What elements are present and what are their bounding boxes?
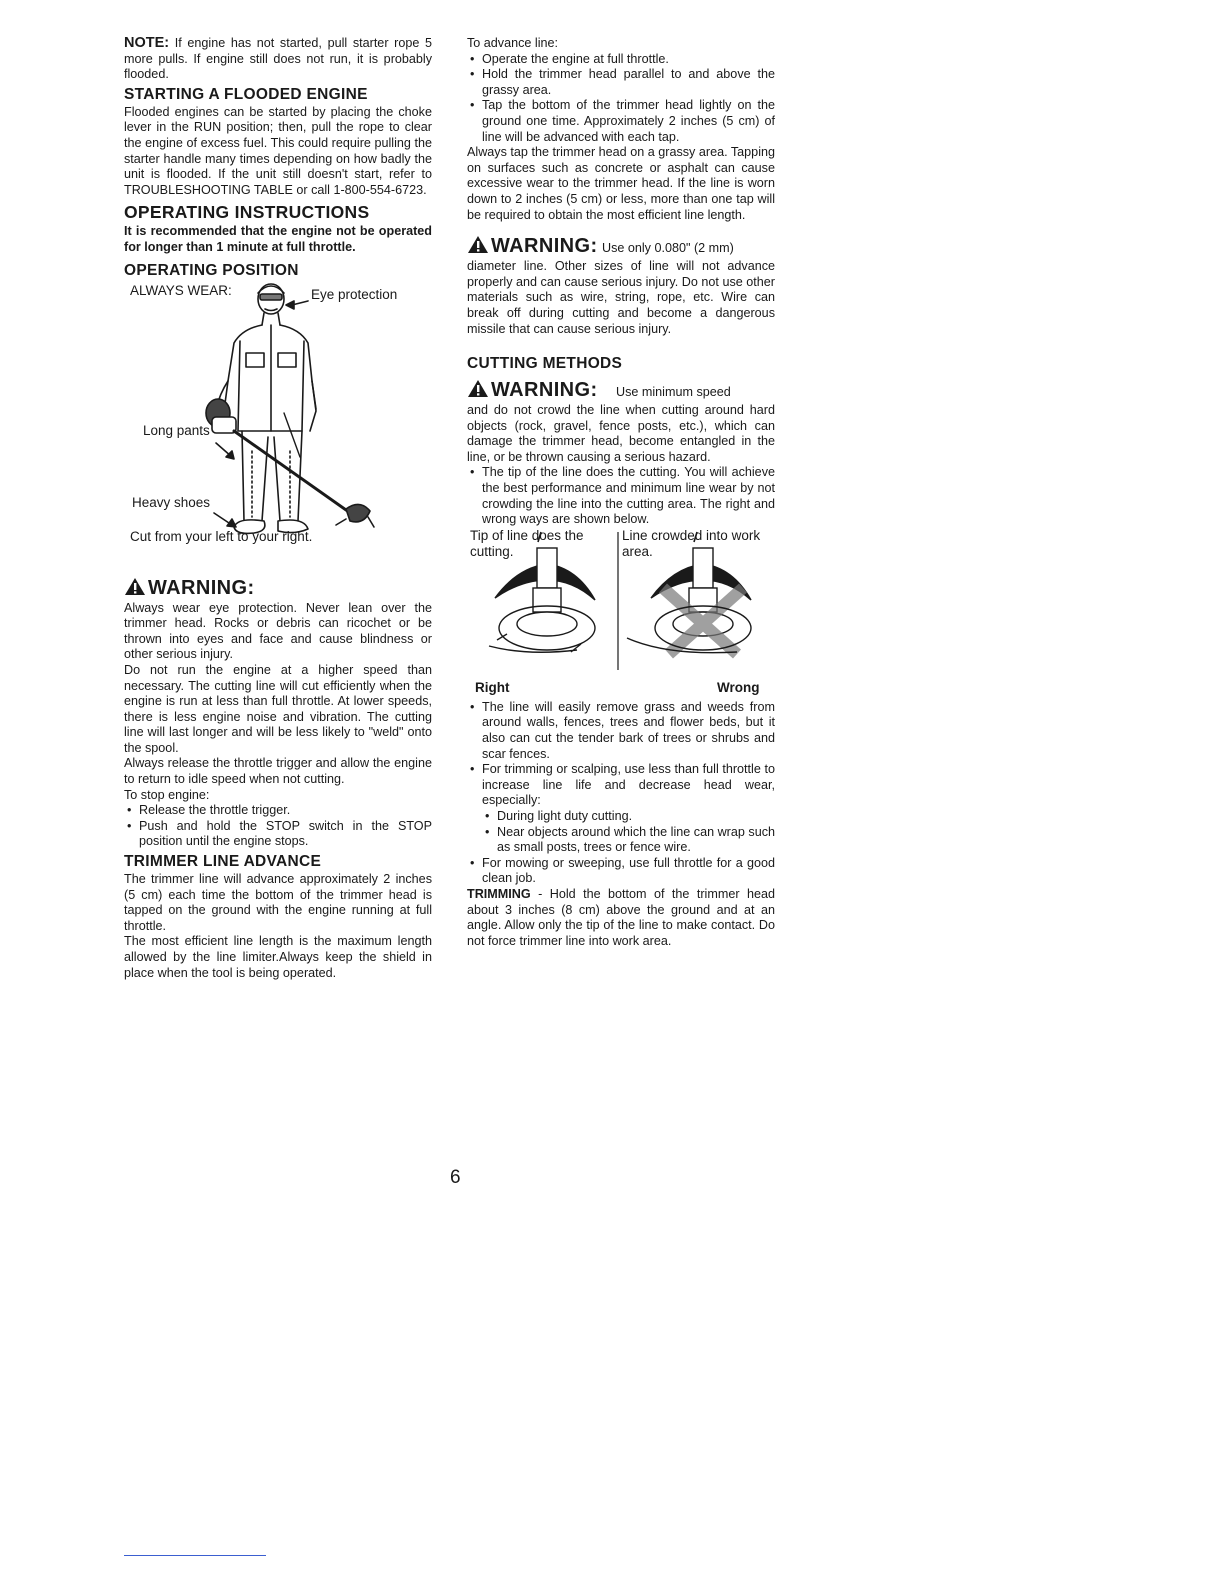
cutting-heading: CUTTING METHODS: [467, 355, 623, 373]
always-wear-label: ALWAYS WEAR:: [130, 282, 232, 298]
method-list: [467, 700, 775, 809]
warning-icon: [124, 577, 146, 601]
figure-caption: Cut from your left to your right.: [130, 528, 313, 544]
list-item: • Release the throttle trigger.: [124, 803, 432, 819]
footer-rule: [124, 1555, 266, 1556]
trimming-text: - Hold the bottom of the trimmer head about 3 inches (8 cm) above the ground and at an angle. Allow only the tip of the line to make contact. Do not force trimmer line into work area.: [467, 886, 775, 948]
note-paragraph: [124, 36, 432, 83]
warning-label: WARNING:: [491, 379, 598, 402]
warning-label: WARNING:: [491, 235, 598, 258]
warning-text: Always wear eye protection. Never lean over the trimmer head. Rocks or debris can ricochet or be thrown into eyes and face and cause blindness or other serious injury.: [124, 600, 432, 662]
trimming-label: TRIMMING: [467, 886, 531, 901]
right-column: [467, 36, 775, 949]
advance-text-1: The trimmer line will advance approximately 2 inches (5 cm) each time the bottom of the trimmer head is tapped on the ground with the engine running at full throttle.: [124, 872, 432, 933]
speed-text-2: Always release the throttle trigger and allow the engine to return to idle speed when not cutting.: [124, 756, 432, 787]
right-caption: Tip of line does the cutting.: [470, 527, 584, 559]
right-label: Right: [475, 679, 510, 695]
tap-text: Always tap the trimmer head on a grassy area. Tapping on surfaces such as concrete or asphalt can cause excessive wear to the trimmer head. If the line is worn down to 2 inches (5 cm) or less, more than one tap will be required to obtain the most efficient line length.: [467, 145, 775, 222]
operating-bold-text: It is recommended that the engine not be operated for longer than 1 minute at full throttle.: [124, 224, 432, 254]
warning-icon: [467, 235, 489, 259]
warning-label: WARNING:: [148, 576, 255, 599]
list-item: • The line will easily remove grass and weeds from around walls, fences, trees and flower beds, but it also can cut the tender bark of trees or shrubs and scar fences.: [467, 700, 775, 762]
speed-text-1: Do not run the engine at a higher speed than necessary. The cutting line will cut efficiently when the engine is run at less than full throttle. At lower speeds, there is less engine noise and vibration. The cutting line will last longer and will be less likely to "weld" onto the spool.: [124, 662, 432, 755]
warning-speed: [467, 379, 775, 403]
list-item: • Operate the engine at full throttle.: [467, 52, 775, 68]
list-item: • Push and hold the STOP switch in the STOP position until the engine stops.: [124, 819, 432, 850]
list-item: • Hold the trimmer head parallel to and above the grassy area.: [467, 67, 775, 98]
operating-position-figure: [124, 281, 432, 553]
note-label: NOTE:: [124, 35, 170, 51]
warning-line-size: [467, 235, 775, 259]
advance-steps: [467, 52, 775, 146]
long-pants-label: Long pants: [143, 422, 210, 438]
heavy-shoes-label: Heavy shoes: [132, 494, 211, 510]
list-item: • Tap the bottom of the trimmer head lightly on the ground one time. Approximately 2 inches (5 cm) of line will be advanced with each tap.: [467, 98, 775, 145]
list-item: • For trimming or scalping, use less than full throttle to increase line life and decrease head wear, especially:: [467, 762, 775, 809]
warning-text: diameter line. Other sizes of line will not advance properly and can cause serious injury. Do not use other materials such as wire, string, rope, etc. Wire can break off during cutting and become a dangerous missile that can cause serious injury.: [467, 259, 775, 336]
sub-list: [467, 809, 775, 856]
mowing-list: [467, 856, 775, 887]
cutting-figure: [467, 528, 775, 700]
page-number: 6: [450, 1167, 461, 1188]
stop-steps: [124, 803, 432, 850]
warning-lead: Use minimum speed: [615, 385, 731, 400]
flooded-text: Flooded engines can be started by placing the choke lever in the RUN position; then, pull the rope to clear the engine of excess fuel. This could require pulling the starter handle many times depending on how badly the unit is flooded. If the unit still doesn't start, refer to TROUBLESHOOTING TABLE or call 1-800-554-6723.: [124, 104, 432, 197]
warning-eye: [124, 577, 432, 601]
stop-intro: To stop engine:: [124, 787, 210, 802]
operating-heading: OPERATING INSTRUCTIONS: [124, 202, 370, 223]
warning-lead: Use only 0.080" (2 mm): [601, 241, 734, 256]
wrong-label: Wrong: [717, 679, 760, 695]
wrong-caption: Line crowded into work area.: [622, 527, 761, 559]
eye-protection-label: Eye protection: [311, 286, 398, 302]
advance-intro: To advance line:: [467, 36, 559, 50]
list-item: • During light duty cutting.: [467, 809, 775, 825]
warning-icon: [467, 379, 489, 403]
warning-text: and do not crowd the line when cutting around hard objects (rock, gravel, fence posts, etc.), which can damage the trimmer head, become entangled in the line, or be thrown causing a serious hazard.: [467, 403, 775, 464]
position-heading: OPERATING POSITION: [124, 261, 299, 279]
flooded-heading: STARTING A FLOODED ENGINE: [124, 85, 368, 103]
note-text: If engine has not started, pull starter rope 5 more pulls. If engine still does not run, it is probably flooded.: [124, 36, 432, 82]
list-item: • For mowing or sweeping, use full throttle for a good clean job.: [467, 856, 775, 887]
advance-text-2: The most efficient line length is the maximum length allowed by the line limiter.Always keep the shield in place when the tool is being operated.: [124, 934, 432, 980]
operator-illustration: [124, 281, 432, 553]
trimming-paragraph: [467, 887, 775, 949]
advance-heading: TRIMMER LINE ADVANCE: [124, 853, 322, 871]
tip-list: [467, 465, 775, 527]
list-item: • Near objects around which the line can wrap such as small posts, trees or fence wire.: [467, 825, 775, 856]
list-item: • The tip of the line does the cutting. You will achieve the best performance and minimum line wear by not crowding the line into the cutting area. The right and wrong ways are shown below.: [467, 465, 775, 527]
left-column: [124, 36, 432, 981]
